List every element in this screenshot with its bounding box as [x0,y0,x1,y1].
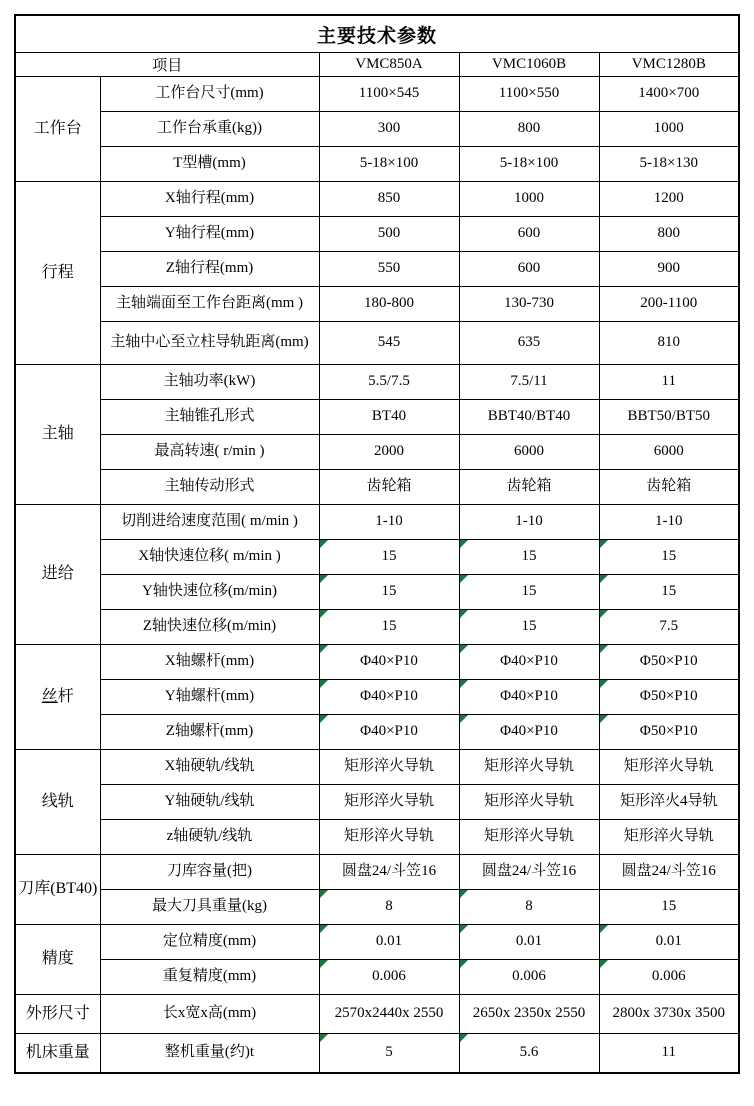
value-cell: 2570x2440x 2550 [319,995,459,1034]
value-cell: 矩形淬火4导轨 [599,785,739,820]
green-triangle-icon [460,680,468,688]
value-cell: 130-730 [459,287,599,322]
value-cell: 8 [459,890,599,925]
table-row [15,147,739,182]
value-cell: 2000 [319,435,459,470]
value-cell: 矩形淬火导轨 [459,785,599,820]
row-label: Y轴快速位移(m/min) [100,575,319,610]
value-cell: Φ40×P10 [459,680,599,715]
value-cell: Φ50×P10 [599,645,739,680]
table-row [15,435,739,470]
value-cell: 1000 [599,112,739,147]
row-label: Z轴行程(mm) [100,252,319,287]
row-label: 工作台尺寸(mm) [100,77,319,112]
green-triangle-icon [600,575,608,583]
value-cell: 矩形淬火导轨 [319,750,459,785]
row-label: 工作台承重(kg)) [100,112,319,147]
table-row [15,540,739,575]
value-cell: 1-10 [459,505,599,540]
green-triangle-icon [320,1034,328,1042]
row-label: 刀库容量(把) [100,855,319,890]
value-cell: 550 [319,252,459,287]
row-label: 主轴功率(kW) [100,365,319,400]
value-cell: 矩形淬火导轨 [599,820,739,855]
table-row [15,400,739,435]
value-cell: 0.006 [319,960,459,995]
green-triangle-icon [600,960,608,968]
value-cell: 635 [459,322,599,365]
table-row [15,750,739,785]
value-cell: BT40 [319,400,459,435]
group-label: 行程 [15,182,100,365]
value-cell: 1100×550 [459,77,599,112]
green-triangle-icon [600,540,608,548]
green-triangle-icon [600,925,608,933]
table-row [15,680,739,715]
value-cell: 2800x 3730x 3500 [599,995,739,1034]
table-row [15,182,739,217]
row-label: 最高转速( r/min ) [100,435,319,470]
green-triangle-icon [600,715,608,723]
value-cell: 1400×700 [599,77,739,112]
green-triangle-icon [600,610,608,618]
green-triangle-icon [320,540,328,548]
green-triangle-icon [460,645,468,653]
value-cell: 850 [319,182,459,217]
row-label: Z轴螺杆(mm) [100,715,319,750]
value-cell: 1-10 [319,505,459,540]
value-cell: 600 [459,217,599,252]
green-triangle-icon [460,540,468,548]
value-cell: 1100×545 [319,77,459,112]
table-row [15,925,739,960]
column-header-model-2: VMC1060B [459,53,599,77]
value-cell: 圆盘24/斗笠16 [319,855,459,890]
row-label: 最大刀具重量(kg) [100,890,319,925]
value-cell: 圆盘24/斗笠16 [459,855,599,890]
table-row [15,645,739,680]
table-row [15,322,739,365]
group-label: 进给 [15,505,100,645]
value-cell: 0.006 [459,960,599,995]
row-label: X轴硬轨/线轨 [100,750,319,785]
title-row [15,15,739,53]
value-cell: 矩形淬火导轨 [459,750,599,785]
table-row [15,890,739,925]
row-label: 重复精度(mm) [100,960,319,995]
value-cell: 300 [319,112,459,147]
green-triangle-icon [460,575,468,583]
table-row [15,505,739,540]
column-header-model-1: VMC850A [319,53,459,77]
value-cell: 15 [599,540,739,575]
group-label: 外形尺寸 [15,995,100,1034]
value-cell: 齿轮箱 [459,470,599,505]
row-label: 主轴锥孔形式 [100,400,319,435]
value-cell: 6000 [459,435,599,470]
value-cell: 0.01 [319,925,459,960]
green-triangle-icon [460,925,468,933]
value-cell: 7.5/11 [459,365,599,400]
value-cell: Φ40×P10 [459,715,599,750]
table-row [15,785,739,820]
row-label: X轴快速位移( m/min ) [100,540,319,575]
green-triangle-icon [460,715,468,723]
group-label: 刀库(BT40) [15,855,100,925]
value-cell: 5 [319,1034,459,1074]
row-label: X轴行程(mm) [100,182,319,217]
green-triangle-icon [320,960,328,968]
table-row [15,610,739,645]
table-row [15,715,739,750]
row-label: 长x宽x高(mm) [100,995,319,1034]
green-triangle-icon [320,680,328,688]
table-row [15,820,739,855]
table-row [15,217,739,252]
value-cell: 矩形淬火导轨 [319,820,459,855]
value-cell: 810 [599,322,739,365]
value-cell: 15 [599,890,739,925]
page-title: 主要技术参数 [15,15,739,53]
group-label: 丝杆 [15,645,100,750]
value-cell: 900 [599,252,739,287]
table-row [15,855,739,890]
group-label: 线轨 [15,750,100,855]
green-triangle-icon [320,715,328,723]
value-cell: 15 [459,540,599,575]
value-cell: 800 [459,112,599,147]
row-label: z轴硬轨/线轨 [100,820,319,855]
value-cell: 500 [319,217,459,252]
green-triangle-icon [320,575,328,583]
row-label: Y轴硬轨/线轨 [100,785,319,820]
row-label: 切削进给速度范围( m/min ) [100,505,319,540]
value-cell: 矩形淬火导轨 [459,820,599,855]
value-cell: 圆盘24/斗笠16 [599,855,739,890]
value-cell: 齿轮箱 [319,470,459,505]
value-cell: Φ40×P10 [459,645,599,680]
value-cell: Φ40×P10 [319,680,459,715]
table-row [15,960,739,995]
value-cell: 1000 [459,182,599,217]
value-cell: Φ40×P10 [319,715,459,750]
value-cell: 5.5/7.5 [319,365,459,400]
value-cell: 2650x 2350x 2550 [459,995,599,1034]
value-cell: 15 [599,575,739,610]
column-header-model-3: VMC1280B [599,53,739,77]
value-cell: 15 [459,610,599,645]
table-row [15,77,739,112]
value-cell: 545 [319,322,459,365]
table-row [15,252,739,287]
value-cell: 5-18×100 [319,147,459,182]
value-cell: 11 [599,1034,739,1074]
row-label: X轴螺杆(mm) [100,645,319,680]
value-cell: 11 [599,365,739,400]
value-cell: 5-18×100 [459,147,599,182]
group-label: 机床重量 [15,1034,100,1074]
spec-table-body [15,77,739,1074]
table-row [15,112,739,147]
green-triangle-icon [320,890,328,898]
table-row [15,995,739,1034]
value-cell: 0.01 [459,925,599,960]
row-label: 主轴传动形式 [100,470,319,505]
value-cell: Φ50×P10 [599,680,739,715]
green-triangle-icon [320,925,328,933]
value-cell: 7.5 [599,610,739,645]
value-cell: 180-800 [319,287,459,322]
green-triangle-icon [600,680,608,688]
value-cell: 0.006 [599,960,739,995]
value-cell: 600 [459,252,599,287]
value-cell: 齿轮箱 [599,470,739,505]
spec-table [14,14,740,1074]
value-cell: BBT50/BT50 [599,400,739,435]
green-triangle-icon [460,960,468,968]
row-label: T型槽(mm) [100,147,319,182]
group-label: 精度 [15,925,100,995]
value-cell: 矩形淬火导轨 [319,785,459,820]
table-row [15,365,739,400]
value-cell: 15 [319,540,459,575]
value-cell: 矩形淬火导轨 [599,750,739,785]
group-label: 工作台 [15,77,100,182]
row-label: Y轴螺杆(mm) [100,680,319,715]
table-row [15,470,739,505]
row-label: Z轴快速位移(m/min) [100,610,319,645]
row-label: Y轴行程(mm) [100,217,319,252]
header-row [15,53,739,77]
value-cell: 0.01 [599,925,739,960]
green-triangle-icon [320,610,328,618]
green-triangle-icon [460,1034,468,1042]
table-row [15,1034,739,1074]
value-cell: BBT40/BT40 [459,400,599,435]
group-label: 主轴 [15,365,100,505]
value-cell: 6000 [599,435,739,470]
value-cell: 15 [459,575,599,610]
value-cell: Φ50×P10 [599,715,739,750]
value-cell: 5-18×130 [599,147,739,182]
row-label: 主轴端面至工作台距离(mm ) [100,287,319,322]
value-cell: Φ40×P10 [319,645,459,680]
table-row [15,287,739,322]
column-header-item: 项目 [15,53,319,77]
value-cell: 15 [319,575,459,610]
value-cell: 1200 [599,182,739,217]
row-label: 主轴中心至立柱导轨距离(mm) [100,322,319,365]
row-label: 整机重量(约)t [100,1034,319,1074]
green-triangle-icon [460,890,468,898]
table-row [15,575,739,610]
row-label: 定位精度(mm) [100,925,319,960]
value-cell: 8 [319,890,459,925]
value-cell: 15 [319,610,459,645]
value-cell: 1-10 [599,505,739,540]
value-cell: 800 [599,217,739,252]
green-triangle-icon [460,610,468,618]
value-cell: 200-1100 [599,287,739,322]
value-cell: 5.6 [459,1034,599,1074]
green-triangle-icon [320,645,328,653]
green-triangle-icon [600,645,608,653]
